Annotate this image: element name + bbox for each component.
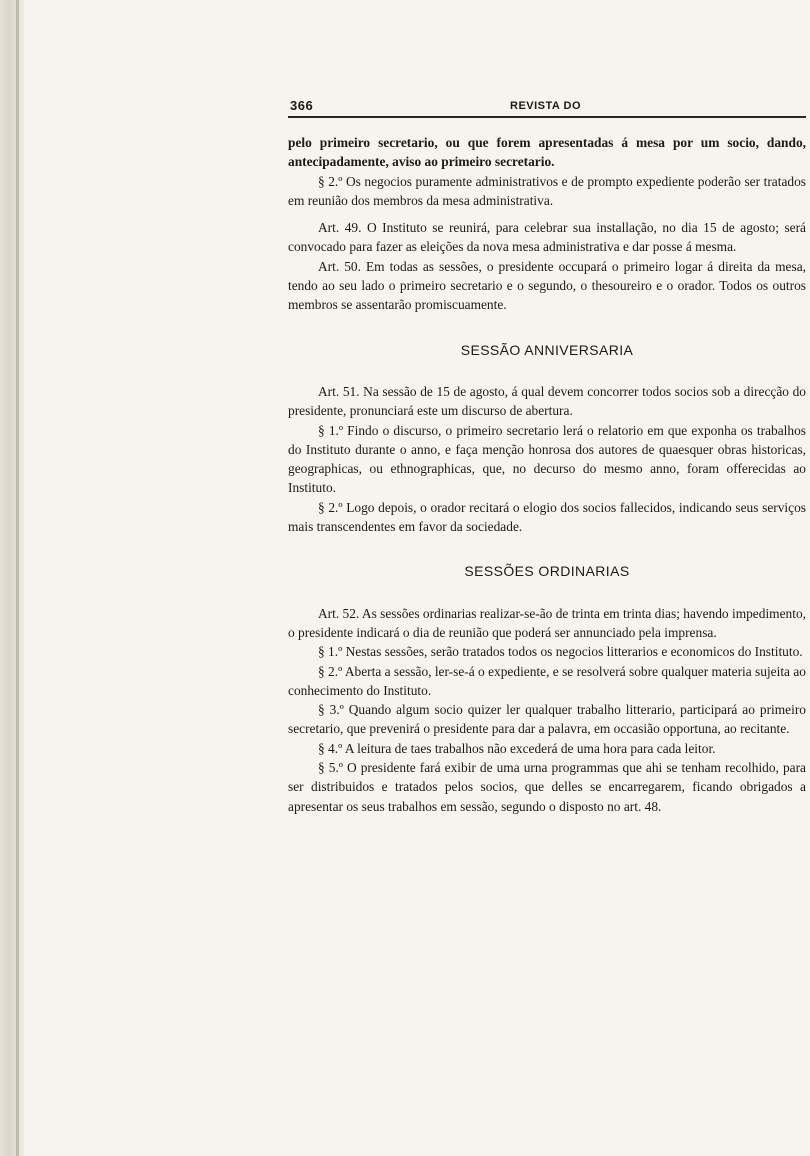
paragraph-art52-par4: § 4.º A leitura de taes trabalhos não excederá de uma hora para cada leitor. — [318, 740, 716, 756]
paragraph-art52-par2: § 2.º Aberta a sessão, ler-se-á o expediente, e se resolverá sobre qualquer materia sujeita ao conhecimento do Instituto. — [288, 663, 806, 698]
paragraph-art52-par5: § 5.º O presidente fará exibir de uma urna programmas que ahi se tenham recolhido, para ser distribuidos e tratados pelos socios, que delles se encarregarem, ficando obrigados a apresentar os seus trabalhos em sessão, segundo o disposto no art. 48. — [288, 760, 806, 814]
document-page — [288, 96, 806, 816]
paragraph-art49: Art. 49. O Instituto se reunirá, para celebrar sua installação, no dia 15 de agosto; será convocado para fazer as eleições da nova mesa administrativa e dar posse á mesma. — [288, 220, 806, 255]
paragraph-art52-par1: § 1.º Nestas sessões, serão tratados todos os negocios litterarios e economicos do Instituto. — [318, 644, 803, 660]
paragraph-art50: Art. 50. Em todas as sessões, o presidente occupará o primeiro logar á direita da mesa, tendo ao seu lado o primeiro secretario e o segundo, o thesoureiro e o orador. Todos os outros membros se assentarão promiscuamente. — [288, 258, 806, 313]
paragraph-art51: Art. 51. Na sessão de 15 de agosto, á qual devem concorrer todos socios sob a direcção do presidente, pronunciará este um discurso de abertura. — [288, 383, 806, 419]
section-title-ordinary: SESSÕES ORDINARIAS — [464, 563, 630, 580]
paragraph-continuation: pelo primeiro secretario, ou que forem apresentadas á mesa por um socio, dando, antecipadamente, aviso ao primeiro secretario. — [288, 135, 806, 170]
section-title-anniversary: SESSÃO ANNIVERSARIA — [460, 341, 634, 358]
page-number: 366 — [290, 98, 314, 113]
scan-binding-line — [16, 0, 19, 1156]
journal-title: REVISTA DO — [510, 100, 582, 112]
running-header — [288, 96, 806, 118]
paragraph-art52-par3: § 3.º Quando algum socio quizer ler qualquer trabalho litterario, participará ao primeiro secretario, que prevenirá o presidente para dar a palavra, em occasião opportuna, ao recitante. — [288, 702, 806, 737]
paragraph-art51-par2: § 2.º Logo depois, o orador recitará o elogio dos socios fallecidos, indicando seus serviços mais transcendentes em favor da sociedade. — [288, 499, 806, 535]
paragraph-art51-par1: § 1.º Findo o discurso, o primeiro secretario lerá o relatorio em que exponha os trabalhos do Instituto durante o anno, e faça menção honrosa dos autores de quaesquer obras historicas, geographicas, ou ethnographicas, que, no decurso do mesmo anno, foram offerecidas ao Instituto. — [288, 422, 806, 496]
scan-page-edge — [0, 0, 24, 1156]
paragraph-art48-par2: § 2.º Os negocios puramente administrativos e de prompto expediente poderão ser tratados em reunião dos membros da mesa administrativa. — [288, 173, 806, 208]
page-body — [288, 133, 806, 816]
paragraph-art52: Art. 52. As sessões ordinarias realizar-se-ão de trinta em trinta dias; havendo impedimento, o presidente indicará o dia de reunião que poderá ser annunciado pela imprensa. — [288, 605, 806, 640]
